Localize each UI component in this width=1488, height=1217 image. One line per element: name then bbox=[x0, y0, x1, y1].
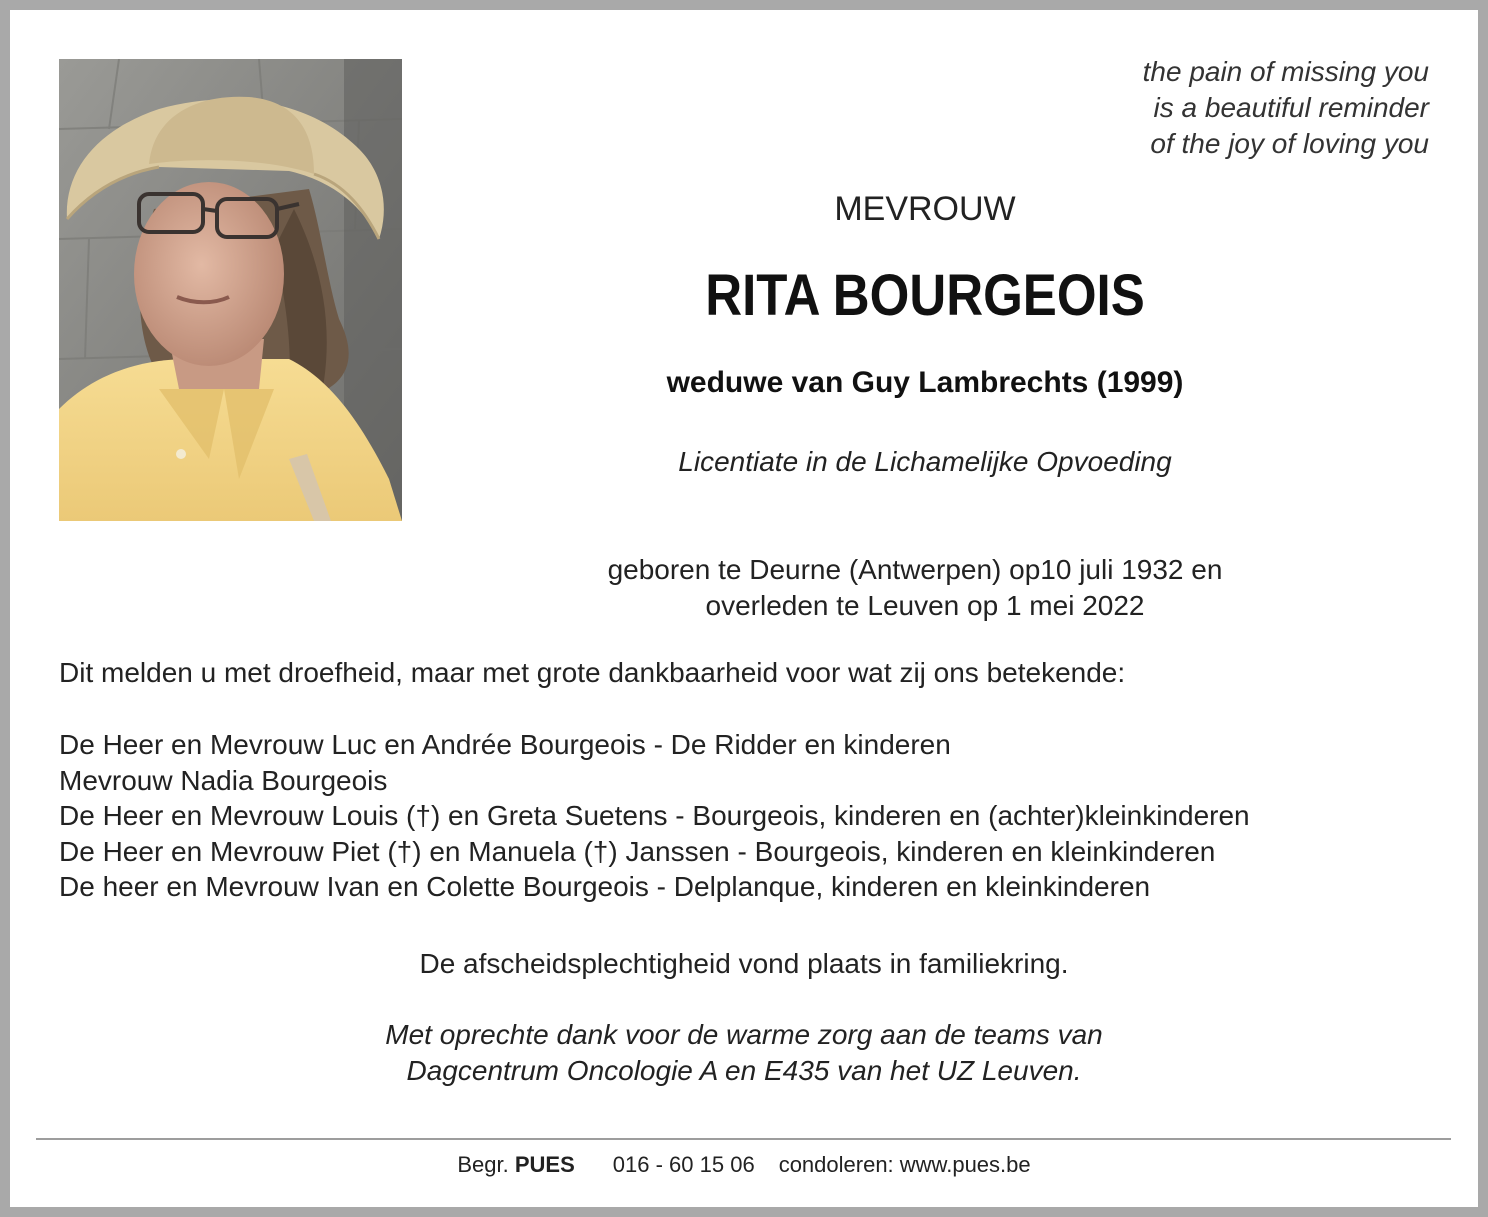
funeral-home-name: PUES bbox=[514, 1152, 575, 1177]
deceased-name: RITA BOURGEOIS bbox=[705, 263, 1145, 328]
quote-line: of the joy of loving you bbox=[1150, 128, 1429, 159]
portrait-photo bbox=[59, 59, 402, 521]
born-line: geboren te Deurne (Antwerpen) op10 juli 1932 en bbox=[607, 554, 1223, 585]
family-member-line: De Heer en Mevrouw Luc en Andrée Bourgeois - De Ridder en kinderen bbox=[59, 729, 951, 760]
thanks-line-2: Dagcentrum Oncologie A en E435 van het UZ Leuven. bbox=[406, 1055, 1082, 1086]
footer bbox=[0, 1152, 1488, 1178]
salutation: MEVROUW bbox=[834, 190, 1016, 228]
family-member-line: De Heer en Mevrouw Louis (†) en Greta Suetens - Bourgeois, kinderen en (achter)kleinkinderen bbox=[59, 800, 1250, 831]
ceremony-text: De afscheidsplechtigheid vond plaats in familiekring. bbox=[419, 948, 1069, 979]
thanks-line-1: Met oprechte dank voor de warme zorg aan de teams van bbox=[385, 1019, 1103, 1050]
footer-divider bbox=[36, 1138, 1451, 1140]
thanks-text bbox=[0, 1017, 1488, 1089]
memorial-quote bbox=[829, 54, 1429, 162]
quote-line: is a beautiful reminder bbox=[1153, 92, 1429, 123]
footer-condolences: condoleren: www.pues.be bbox=[778, 1152, 1031, 1177]
birth-death-dates bbox=[420, 552, 1430, 624]
footer-phone: 016 - 60 15 06 bbox=[612, 1152, 755, 1177]
family-member-line: De heer en Mevrouw Ivan en Colette Bourgeois - Delplanque, kinderen en kleinkinderen bbox=[59, 871, 1151, 902]
family-list bbox=[59, 727, 1459, 905]
intro-text: Dit melden u met droefheid, maar met grote dankbaarheid voor wat zij ons betekende: bbox=[59, 657, 1126, 688]
died-line: overleden te Leuven op 1 mei 2022 bbox=[705, 590, 1145, 621]
family-member-line: De Heer en Mevrouw Piet (†) en Manuela (†) Janssen - Bourgeois, kinderen en kleinkinderen bbox=[59, 835, 1216, 867]
widow-line: weduwe van Guy Lambrechts (1999) bbox=[666, 366, 1184, 399]
footer-prefix: Begr. bbox=[457, 1152, 515, 1177]
quote-line: the pain of missing you bbox=[1142, 56, 1429, 87]
degree-line: Licentiate in de Lichamelijke Opvoeding bbox=[678, 446, 1172, 477]
family-member-line: Mevrouw Nadia Bourgeois bbox=[59, 764, 388, 796]
